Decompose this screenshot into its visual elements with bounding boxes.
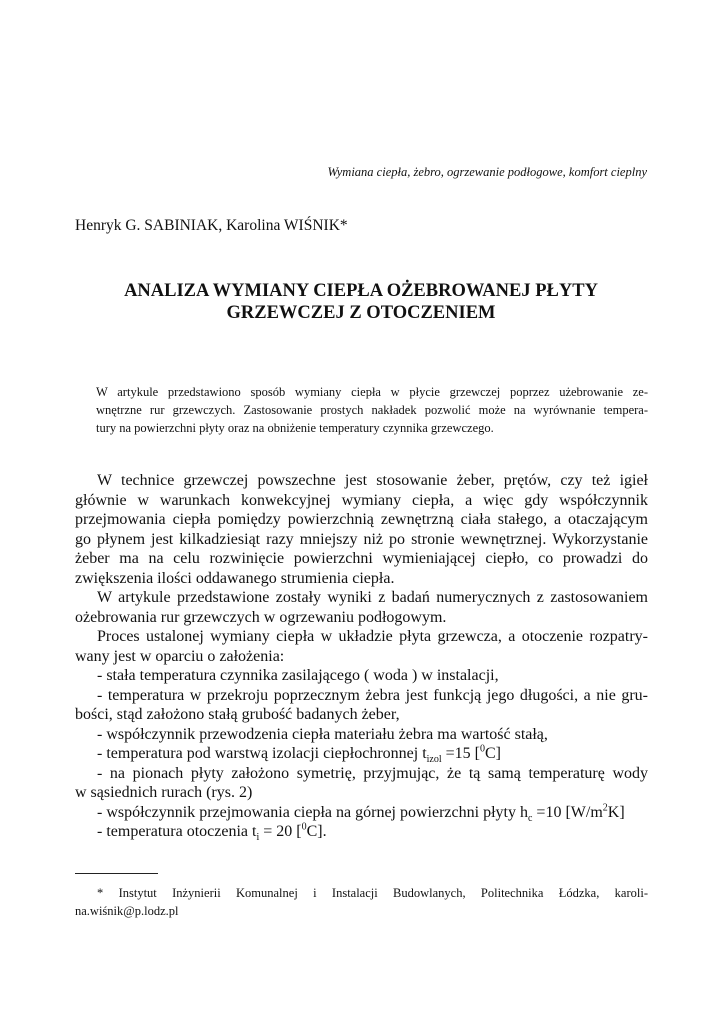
list-item: - temperatura w przekroju poprzecznym żebra jest funkcją jego długości, a nie gru- [97, 686, 648, 704]
abstract [96, 383, 648, 437]
body-line: Proces ustalonej wymiany ciepła w układzie płyta grzewcza, a otoczenie rozpatry- [97, 628, 648, 645]
list-item-text: - temperatura otoczenia t [97, 823, 257, 840]
abstract-line: tury na powierzchni płyty oraz na obniżenie temperatury czynnika grzewczego. [96, 421, 494, 435]
title-line-2: GRZEWCZEJ Z OTOCZENIEM [226, 303, 496, 323]
subscript: i [256, 832, 260, 844]
body-line: ożebrowania rur grzewczych w ogrzewaniu podłogowym. [75, 608, 447, 626]
list-item-text: - temperatura pod warstwą izolacji ciepłochronnej t [97, 745, 427, 762]
body-text [75, 471, 648, 842]
body-line: wany jest w oparciu o założenia: [75, 647, 285, 665]
abstract-line: wnętrzne rur grzewczych. Zastosowanie prostych nakładek pozwolić może na wyrównanie tempera- [96, 403, 648, 417]
body-line: żeber ma na celu rozwinięcie powierzchni wymieniającej ciepło, co prowadzi do [75, 550, 648, 567]
authors: Henryk G. SABINIAK, Karolina WIŚNIK* [75, 217, 348, 234]
paper-title [75, 280, 647, 324]
footnote [75, 884, 648, 920]
footnote-rule [75, 873, 158, 874]
list-item-text: - współczynnik przejmowania ciepła na górnej powierzchni płyty h [97, 803, 528, 821]
body-line: W technice grzewczej powszechne jest stosowanie żeber, prętów, czy też igieł [97, 472, 648, 489]
list-item: - stała temperatura czynnika zasilającego ( woda ) w instalacji, [97, 667, 499, 684]
list-item-text: C]. [306, 823, 327, 840]
list-item-continuation: bości, stąd założono stałą grubość badanych żeber, [75, 706, 400, 723]
superscript: 0 [480, 743, 485, 755]
list-item [75, 744, 648, 764]
superscript: 2 [602, 802, 608, 814]
subscript: c [527, 812, 533, 824]
subscript: izol [426, 754, 442, 766]
footnote-line: * Instytut Inżynierii Komunalnej i Instalacji Budowlanych, Politechnika Łódzka, karoli- [97, 886, 648, 900]
body-line: zwiększenia ilości oddawanego strumienia ciepła. [75, 569, 395, 587]
list-item [75, 822, 648, 842]
list-item-text: = 20 [ [259, 823, 302, 840]
list-item: - na pionach płyty założono symetrię, przyjmując, że tą samą temperaturę wody [97, 764, 648, 782]
list-item-text: C] [485, 745, 501, 762]
abstract-line: W artykule przedstawiono sposób wymiany ciepła w płycie grzewczej poprzez użebrowanie ze- [96, 385, 648, 399]
list-item-text: K] [607, 803, 625, 821]
list-item-text: =10 [W/m [532, 803, 603, 821]
list-item-text: =15 [ [441, 745, 480, 762]
body-line: głównie w warunkach konwekcyjnej wymiany ciepła, a więc gdy współczynnik [75, 491, 648, 509]
body-line: przejmowania ciepła pomiędzy powierzchnią zewnętrzną ciała stałego, a otaczającym [75, 511, 648, 528]
body-line: W artykule przedstawione zostały wyniki z badań numerycznych z zastosowaniem [97, 589, 648, 606]
body-line: go płynem jest kilkadziesiąt razy mniejszy niż po stronie wewnętrznej. Wykorzystanie [75, 530, 648, 548]
footnote-line: na.wiśnik@p.lodz.pl [75, 904, 179, 918]
list-item [75, 803, 648, 823]
superscript: 0 [301, 821, 307, 833]
keywords: Wymiana ciepła, żebro, ogrzewanie podłogowe, komfort cieplny [327, 165, 647, 179]
title-line-1: ANALIZA WYMIANY CIEPŁA OŻEBROWANEJ PŁYTY [124, 281, 598, 301]
list-item-continuation: w sąsiednich rurach (rys. 2) [75, 784, 253, 801]
list-item: - współczynnik przewodzenia ciepła materiału żebra ma wartość stałą, [97, 725, 548, 743]
